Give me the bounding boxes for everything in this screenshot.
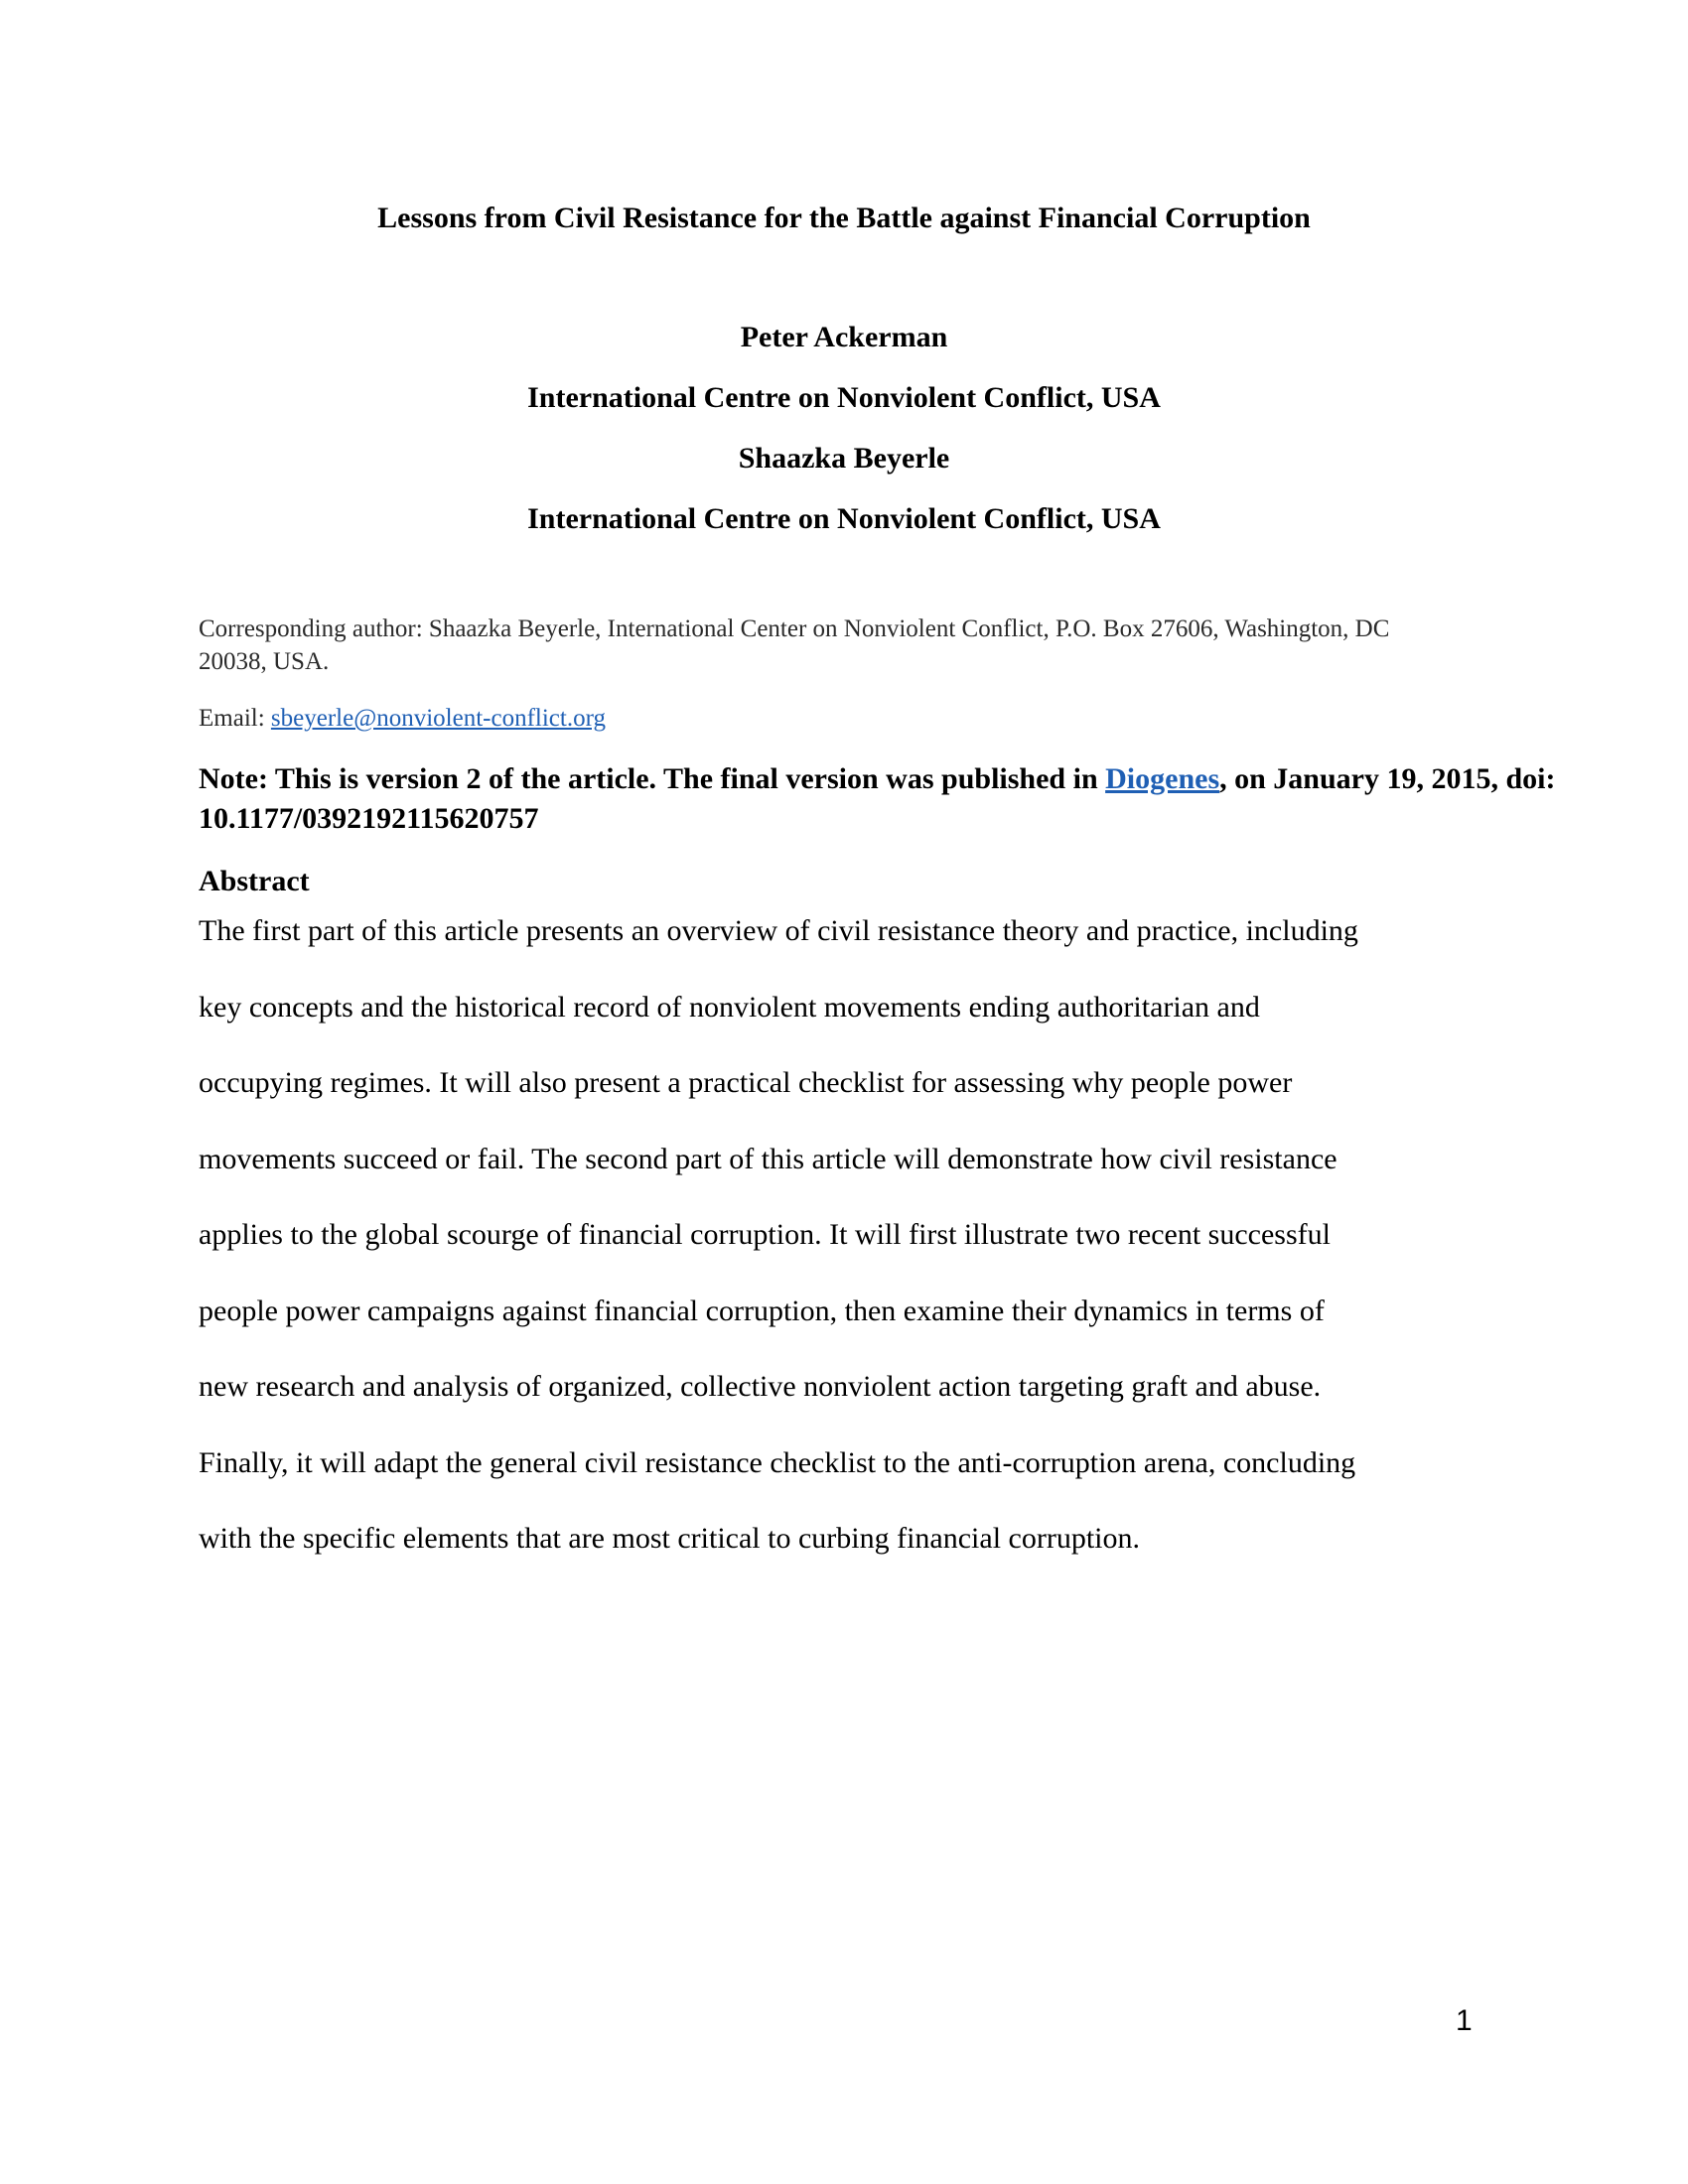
- abstract-heading: Abstract: [199, 865, 310, 897]
- author-name: Shaazka Beyerle: [738, 442, 950, 475]
- corresponding-author: Corresponding author: Shaazka Beyerle, International Center on Nonviolent Conflict, P.O. Box 27606, Washington, DC 20038, USA.: [199, 615, 1390, 675]
- abstract-line: applies to the global scourge of financial corruption. It will first illustrate two recent successful: [199, 1218, 1331, 1251]
- email-line: [199, 702, 606, 735]
- author-block: [0, 318, 1688, 560]
- abstract-line: with the specific elements that are most critical to curbing financial corruption.: [199, 1522, 1141, 1555]
- abstract-line: key concepts and the historical record of nonviolent movements ending authoritarian and: [199, 990, 1260, 1024]
- author-affiliation: International Centre on Nonviolent Conflict, USA: [527, 381, 1161, 414]
- abstract-line: Finally, it will adapt the general civil resistance checklist to the anti-corruption arena, concluding: [199, 1445, 1356, 1479]
- author-name: Peter Ackerman: [740, 321, 948, 353]
- email-label: Email:: [199, 705, 271, 732]
- page-number: 1: [1456, 2004, 1473, 2037]
- email-link[interactable]: sbeyerle@nonviolent-conflict.org: [270, 705, 606, 732]
- abstract-line: people power campaigns against financial corruption, then examine their dynamics in terms of: [199, 1294, 1325, 1327]
- version-note: [199, 759, 1569, 839]
- article-title: Lessons from Civil Resistance for the Battle against Financial Corruption: [377, 202, 1311, 234]
- abstract-line: new research and analysis of organized, collective nonviolent action targeting graft and abuse.: [199, 1370, 1322, 1403]
- author-affiliation: International Centre on Nonviolent Conflict, USA: [527, 502, 1161, 535]
- note-text-before: Note: This is version 2 of the article. The final version was published in: [199, 762, 1106, 795]
- abstract-line: movements succeed or fail. The second part of this article will demonstrate how civil resistance: [199, 1142, 1337, 1175]
- note-text-after: , on January 19, 2015, doi: 10.1177/0392192115620757: [199, 762, 1556, 835]
- abstract-line: occupying regimes. It will also present a practical checklist for assessing why people power: [199, 1066, 1293, 1099]
- abstract-line: The first part of this article presents an overview of civil resistance theory and practice, including: [199, 914, 1358, 947]
- journal-link[interactable]: Diogenes: [1105, 762, 1220, 795]
- abstract-body: [199, 911, 1549, 1595]
